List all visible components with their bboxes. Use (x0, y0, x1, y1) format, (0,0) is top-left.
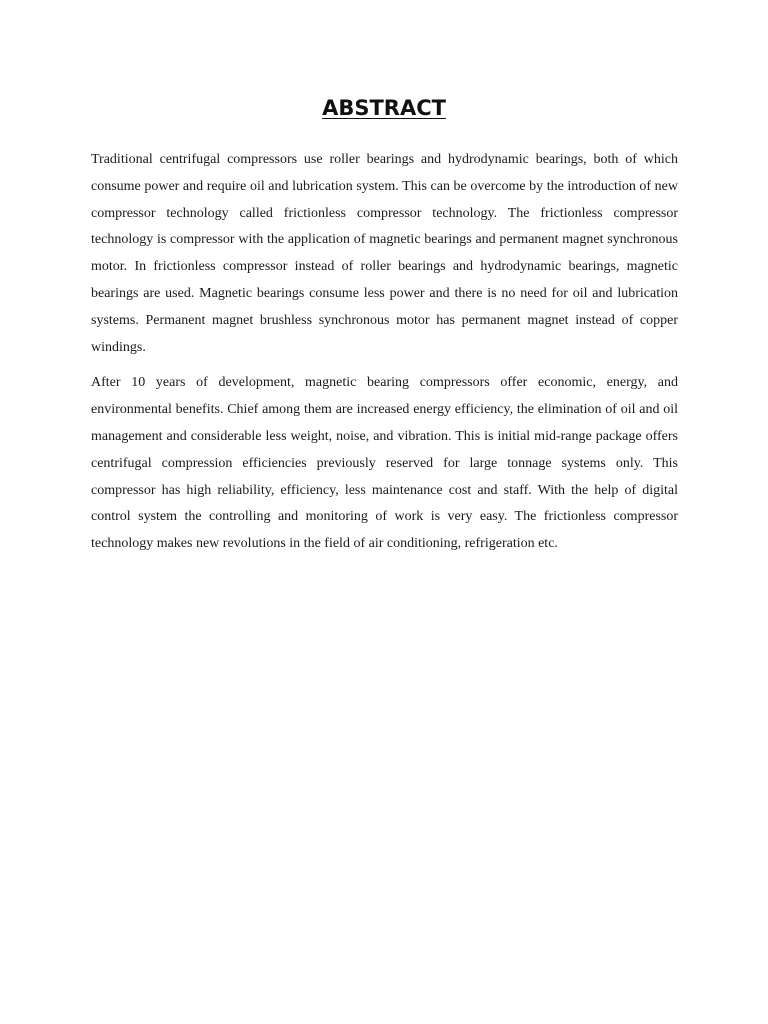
page-title-text: ABSTRACT (322, 96, 446, 120)
abstract-paragraph-1: Traditional centrifugal compressors use roller bearings and hydrodynamic bearings, both of which consume power and require oil and lubrication system. This can be overcome by the introduction of new compressor technology called frictionless compressor technology. The frictionless compressor technology is compressor with the application of magnetic bearings and permanent magnet synchronous motor. In frictionless compressor instead of roller bearings and hydrodynamic bearings, magnetic bearings are used. Magnetic bearings consume less power and there is no need for oil and lubrication systems. Permanent magnet brushless synchronous motor has permanent magnet instead of copper windings. (91, 152, 678, 355)
abstract-body (91, 147, 678, 567)
abstract-paragraph-2: After 10 years of development, magnetic bearing compressors offer economic, energy, and environmental benefits. Chief among them are increased energy efficiency, the elimination of oil and oil management and considerable less weight, noise, and vibration. This is initial mid-range package offers centrifugal compression efficiencies previously reserved for large tonnage systems only. This compressor has high reliability, efficiency, less maintenance cost and staff. With the help of digital control system the controlling and monitoring of work is very easy. The frictionless compressor technology makes new revolutions in the field of air conditioning, refrigeration etc. (91, 375, 678, 552)
page-title (0, 92, 768, 124)
